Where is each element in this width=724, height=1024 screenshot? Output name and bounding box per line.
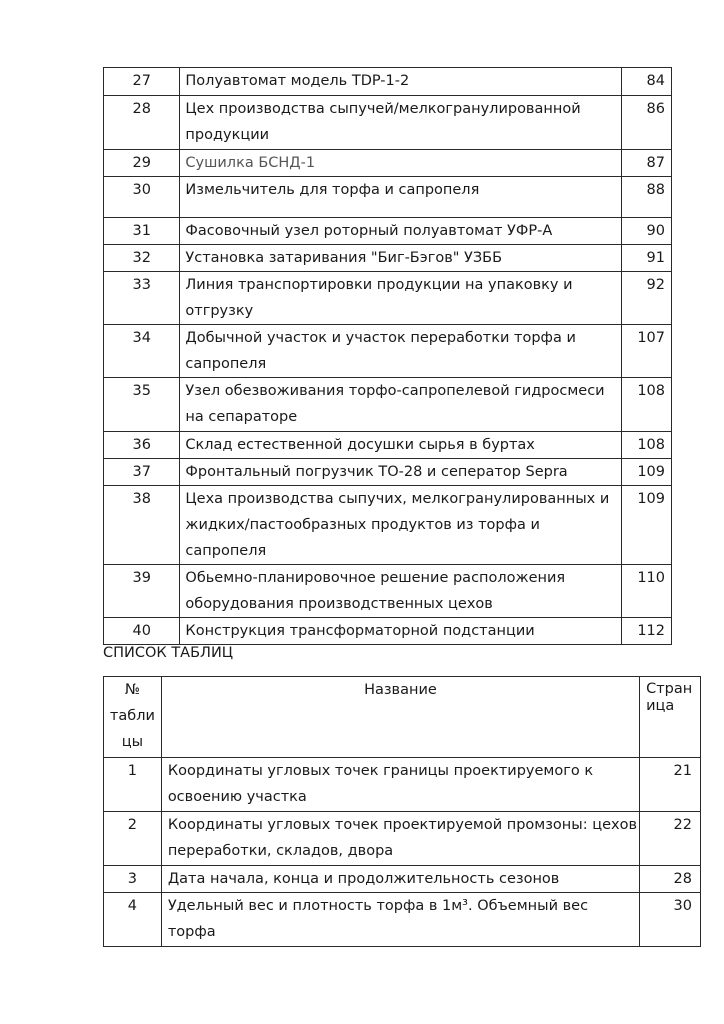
table-row bbox=[104, 96, 672, 150]
table-row bbox=[104, 486, 672, 565]
figure-title: Фасовочный узел роторный полуавтомат УФР-А bbox=[180, 218, 622, 245]
table-title: Координаты угловых точек проектируемой промзоны: цехов переработки, складов, двора bbox=[161, 812, 639, 866]
table-row bbox=[104, 68, 672, 96]
figure-title: Установка затаривания "Биг-Бэгов" УЗББ bbox=[180, 245, 622, 272]
figure-page: 84 bbox=[622, 68, 672, 96]
figure-number: 32 bbox=[104, 245, 180, 272]
table-number: 3 bbox=[104, 866, 162, 893]
figure-page: 112 bbox=[622, 618, 672, 645]
table-row bbox=[104, 177, 672, 218]
header-page: Стран ица bbox=[640, 677, 701, 758]
figure-page: 107 bbox=[622, 325, 672, 378]
table-number: 2 bbox=[104, 812, 162, 866]
figure-number: 28 bbox=[104, 96, 180, 150]
figure-number: 38 bbox=[104, 486, 180, 565]
figure-number: 27 bbox=[104, 68, 180, 96]
figures-list-table bbox=[103, 67, 672, 645]
table-page: 28 bbox=[640, 866, 701, 893]
tables-list-heading: СПИСОК ТАБЛИЦ bbox=[103, 645, 234, 661]
figure-number: 29 bbox=[104, 150, 180, 177]
figure-title: Цеха производства сыпучих, мелкогранулированных и жидких/пастообразных продуктов из торфа и сапропеля bbox=[180, 486, 622, 565]
header-number: № табли цы bbox=[104, 677, 162, 758]
table-row bbox=[104, 432, 672, 459]
table-header-row bbox=[104, 677, 701, 758]
figure-number: 37 bbox=[104, 459, 180, 486]
figure-number: 33 bbox=[104, 272, 180, 325]
table-row bbox=[104, 272, 672, 325]
figure-title: Сушилка БСНД-1 bbox=[180, 150, 622, 177]
table-row bbox=[104, 245, 672, 272]
figure-page: 109 bbox=[622, 459, 672, 486]
table-title: Координаты угловых точек границы проектируемого к освоению участка bbox=[161, 758, 639, 812]
table-row bbox=[104, 812, 701, 866]
table-row bbox=[104, 325, 672, 378]
table-row bbox=[104, 758, 701, 812]
figure-title: Склад естественной досушки сырья в буртах bbox=[180, 432, 622, 459]
table-number: 1 bbox=[104, 758, 162, 812]
table-row bbox=[104, 866, 701, 893]
table-row bbox=[104, 618, 672, 645]
figure-title: Полуавтомат модель TDP-1-2 bbox=[180, 68, 622, 96]
table-row bbox=[104, 459, 672, 486]
table-number: 4 bbox=[104, 893, 162, 947]
figure-page: 90 bbox=[622, 218, 672, 245]
figure-title: Конструкция трансформаторной подстанции bbox=[180, 618, 622, 645]
figure-title: Линия транспортировки продукции на упаковку и отгрузку bbox=[180, 272, 622, 325]
figure-number: 39 bbox=[104, 565, 180, 618]
figure-page: 87 bbox=[622, 150, 672, 177]
table-row bbox=[104, 893, 701, 947]
tables-list-table bbox=[103, 676, 701, 947]
table-row bbox=[104, 565, 672, 618]
table-page: 22 bbox=[640, 812, 701, 866]
figure-number: 31 bbox=[104, 218, 180, 245]
figure-page: 88 bbox=[622, 177, 672, 218]
figure-page: 92 bbox=[622, 272, 672, 325]
figure-title: Измельчитель для торфа и сапропеля bbox=[180, 177, 622, 218]
table-page: 21 bbox=[640, 758, 701, 812]
figure-title: Обьемно-планировочное решение расположения оборудования производственных цехов bbox=[180, 565, 622, 618]
table-row bbox=[104, 150, 672, 177]
figure-number: 34 bbox=[104, 325, 180, 378]
figure-number: 30 bbox=[104, 177, 180, 218]
table-title: Дата начала, конца и продолжительность сезонов bbox=[161, 866, 639, 893]
figure-title: Узел обезвоживания торфо-сапропелевой гидросмеси на сепараторе bbox=[180, 378, 622, 432]
figure-number: 40 bbox=[104, 618, 180, 645]
table-title: Удельный вес и плотность торфа в 1м³. Объемный вес торфа bbox=[161, 893, 639, 947]
figure-page: 110 bbox=[622, 565, 672, 618]
table-row bbox=[104, 218, 672, 245]
figure-page: 108 bbox=[622, 432, 672, 459]
figure-page: 86 bbox=[622, 96, 672, 150]
table-row bbox=[104, 378, 672, 432]
figure-number: 36 bbox=[104, 432, 180, 459]
figure-number: 35 bbox=[104, 378, 180, 432]
figure-title: Добычной участок и участок переработки торфа и сапропеля bbox=[180, 325, 622, 378]
figure-title: Фронтальный погрузчик ТО-28 и сеператор Sepra bbox=[180, 459, 622, 486]
header-title: Название bbox=[161, 677, 639, 758]
figure-page: 91 bbox=[622, 245, 672, 272]
figure-page: 108 bbox=[622, 378, 672, 432]
figure-page: 109 bbox=[622, 486, 672, 565]
figure-title: Цех производства сыпучей/мелкогранулированной продукции bbox=[180, 96, 622, 150]
table-page: 30 bbox=[640, 893, 701, 947]
